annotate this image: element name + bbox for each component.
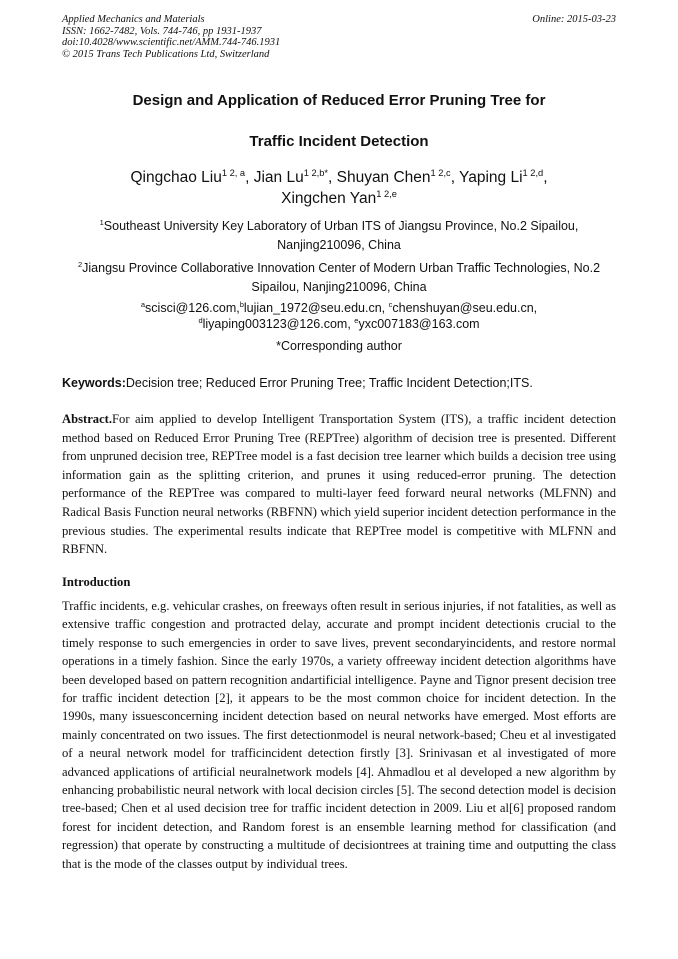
abstract bbox=[62, 410, 616, 559]
email-mark: a bbox=[140, 299, 146, 309]
email-list bbox=[62, 300, 616, 332]
email-mark: e bbox=[354, 315, 359, 325]
email-line-2 bbox=[62, 316, 616, 332]
introduction-body: Traffic incidents, e.g. vehicular crashes, on freeways often result in serious injuries, if not fatalities, as well as extensive traffic congestion and protracted delay, accurate and prompt incident detectionis crucial to the timely response to such emergencies in order to save lives, prevent secondaryincidents, and restore normal operations in a timely fashion. Since the early 1970s, a variety offreeway incident detection algorithms have been developed based on pattern recognition andartificial intelligence. Payne and Tignor present decision tree for traffic incident detection [2], it appears to be the most common choice for incident detection. In the 1990s, many issuesconcerning incident detection based on neural networks have emerged. Most efforts are mainly concentrated on two issues. The first detectionmodel is neural network-based; Cheu et al investigated of a neural network model for trafficincident detection firstly [3]. Srinivasan et al investigated of more advanced applications of artificial neuralnetwork models [4]. Ahmadlou et al developed a new algorithm by enhancing probabilistic neural network with local decision circles [5]. The second detection model is decision tree-based; Chen et al used decision tree for traffic incident detection in 2009. Liu et al[6] proposed random forest for incident detection, and Random forest is an ensemble learning method for classification (and regression) that operate by constructing a multitude of decisiontrees at training time and outputting the class that is the mode of the classes output by individual trees. bbox=[62, 599, 616, 871]
author-name: Qingchao Liu bbox=[130, 169, 222, 186]
online-date: Online: 2015-03-23 bbox=[532, 14, 616, 25]
doi-line: doi:10.4028/www.scientific.net/AMM.744-746.1931 bbox=[62, 37, 281, 48]
copyright-line: © 2015 Trans Tech Publications Ltd, Switzerland bbox=[62, 48, 270, 60]
affiliation-1 bbox=[62, 217, 616, 255]
author-separator: , bbox=[327, 169, 337, 186]
section-heading-introduction: Introduction bbox=[62, 575, 131, 589]
email-mark: b bbox=[239, 299, 244, 309]
email-address: yxc007183@163.com bbox=[358, 317, 480, 331]
author-name: Yaping Li bbox=[459, 169, 523, 186]
author-line-1 bbox=[62, 167, 616, 188]
author-separator: , bbox=[450, 169, 460, 186]
author-separator: , bbox=[543, 169, 548, 186]
abstract-text: For aim applied to develop Intelligent Transportation System (ITS), a traffic incident detection method based on Reduced Error Pruning Tree (REPTree) algorithm of decision tree is presented. Different from unpruned decision tree, REPTree model is a fast decision tree learner which builds a decision tree using information gain as the splitting criterion, and prunes it using reduced-error pruning. The detection performance of the REPTree was compared to multi-layer feed forward neural networks (MLFNN) and Radical Basis Function neural networks (RBFNN) which yield superior incident detection performance in the previous studies. The experimental results indicate that REPTree model is competitive with MLFNN and RBFNN. bbox=[62, 412, 616, 557]
affiliation-mark: 2 bbox=[77, 259, 83, 269]
email-address: liyaping003123@126.com, bbox=[202, 317, 355, 331]
keywords-label: Keywords: bbox=[62, 376, 126, 390]
affiliation-2 bbox=[62, 259, 616, 297]
author-name: Shuyan Chen bbox=[336, 169, 431, 186]
corresponding-author-note: *Corresponding author bbox=[276, 339, 402, 353]
keywords-text: Decision tree; Reduced Error Pruning Tree; Traffic Incident Detection;ITS. bbox=[125, 376, 533, 390]
running-header bbox=[62, 14, 616, 60]
email-line-1 bbox=[62, 300, 616, 316]
author-separator: , bbox=[245, 169, 254, 186]
email-mark: d bbox=[198, 315, 203, 325]
issn-line: ISSN: 1662-7482, Vols. 744-746, pp 1931-1937 bbox=[62, 25, 262, 37]
keywords bbox=[62, 376, 616, 390]
author-affiliation-mark: 1 2, a bbox=[221, 167, 246, 178]
author-name: Jian Lu bbox=[253, 169, 304, 186]
author-line-2 bbox=[62, 188, 616, 209]
affiliation-mark: 1 bbox=[99, 217, 104, 227]
affiliation-text: Southeast University Key Laboratory of Urban ITS of Jiangsu Province, No.2 Sipailou, Nanjing210096, China bbox=[103, 219, 579, 252]
email-address: lujian_1972@seu.edu.cn, bbox=[243, 301, 389, 315]
author-affiliation-mark: 1 2,b* bbox=[303, 167, 328, 178]
affiliation-text: Jiangsu Province Collaborative Innovation Center of Modern Urban Traffic Technologies, No.2 Sipailou, Nanjing210096, China bbox=[82, 261, 601, 294]
author-affiliation-mark: 1 2,c bbox=[430, 167, 451, 178]
abstract-label: Abstract. bbox=[62, 412, 113, 426]
author-list bbox=[62, 167, 616, 209]
email-address: chenshuyan@seu.edu.cn, bbox=[392, 301, 538, 315]
author-affiliation-mark: 1 2,d bbox=[522, 167, 544, 178]
email-address: scisci@126.com, bbox=[145, 301, 240, 315]
author-name: Xingchen Yan bbox=[281, 190, 377, 207]
journal-name: Applied Mechanics and Materials bbox=[62, 14, 205, 25]
paper-title-line-1: Design and Application of Reduced Error Pruning Tree for bbox=[132, 92, 546, 109]
email-mark: c bbox=[388, 299, 393, 309]
paper-title-line-2: Traffic Incident Detection bbox=[249, 133, 429, 150]
author-affiliation-mark: 1 2,e bbox=[376, 188, 397, 199]
